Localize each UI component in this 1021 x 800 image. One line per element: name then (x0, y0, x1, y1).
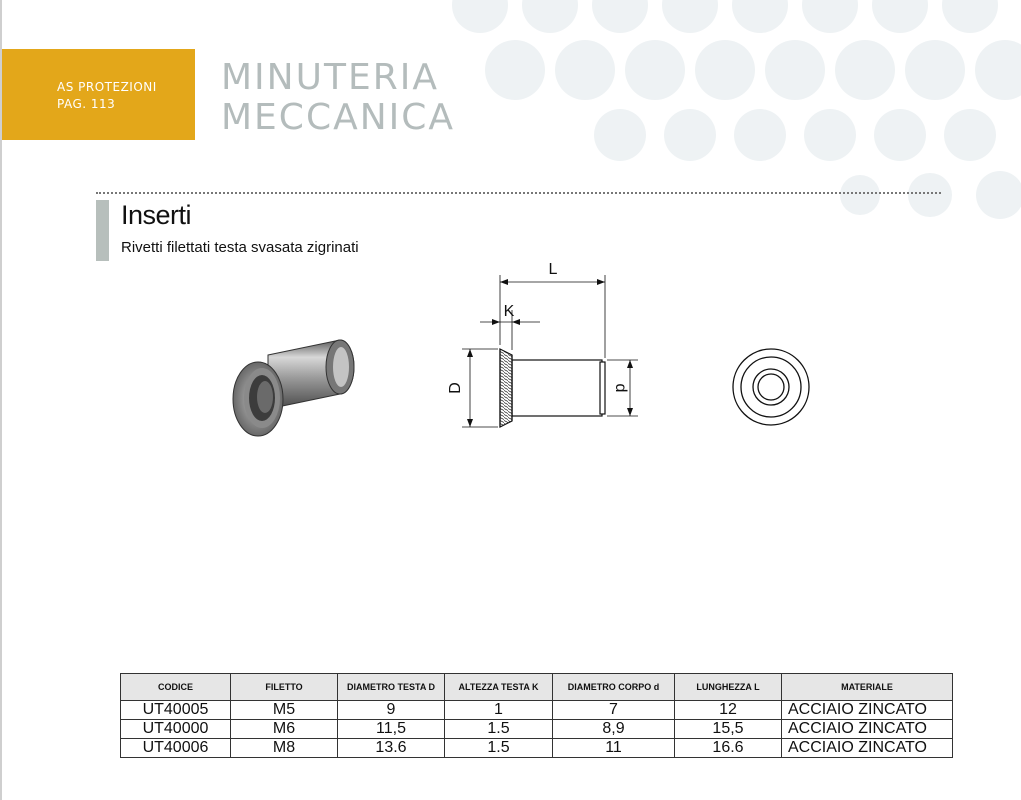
tag-page-ref: PAG. 113 (57, 97, 116, 111)
cell-body-diameter: 8,9 (553, 720, 675, 739)
category-title-line1: MINUTERIA (221, 57, 439, 98)
table-row (121, 701, 953, 720)
cell-length: 15,5 (675, 720, 782, 739)
column-header-body-diameter: DIAMETRO CORPO d (553, 674, 675, 701)
cell-code: UT40005 (121, 701, 231, 720)
cell-body-diameter: 7 (553, 701, 675, 720)
cell-thread: M5 (231, 701, 338, 720)
rivet-nut-end-view (733, 349, 809, 425)
cell-length: 12 (675, 701, 782, 720)
cell-thread: M6 (231, 720, 338, 739)
specification-table (120, 673, 953, 758)
section-subtitle: Rivetti filettati testa svasata zigrinati (121, 239, 359, 256)
cell-head-diameter: 11,5 (338, 720, 445, 739)
table-row (121, 720, 953, 739)
cell-head-diameter: 13.6 (338, 739, 445, 758)
cell-length: 16.6 (675, 739, 782, 758)
dimension-label-D: D (447, 382, 464, 394)
category-title-line2: MECCANICA (221, 97, 456, 138)
table-row (121, 739, 953, 758)
section-title: Inserti (121, 200, 192, 230)
rivet-nut-side-view (462, 275, 638, 427)
dimension-label-L: L (548, 261, 558, 278)
cell-code: UT40006 (121, 739, 231, 758)
cell-body-diameter: 11 (553, 739, 675, 758)
cell-material: ACCIAIO ZINCATO (782, 720, 953, 739)
rivet-nut-3d-image (233, 340, 354, 436)
column-header-head-diameter: DIAMETRO TESTA D (338, 674, 445, 701)
table-header-row (121, 674, 953, 701)
column-header-length: LUNGHEZZA L (675, 674, 782, 701)
column-header-material: MATERIALE (782, 674, 953, 701)
column-header-head-height: ALTEZZA TESTA K (445, 674, 553, 701)
cell-head-height: 1 (445, 701, 553, 720)
cell-material: ACCIAIO ZINCATO (782, 701, 953, 720)
cell-head-height: 1.5 (445, 720, 553, 739)
column-header-thread: FILETTO (231, 674, 338, 701)
column-header-code: CODICE (121, 674, 231, 701)
cell-head-height: 1.5 (445, 739, 553, 758)
dimension-label-d: d (612, 383, 629, 393)
tag-label: AS PROTEZIONI (57, 80, 157, 94)
cell-head-diameter: 9 (338, 701, 445, 720)
cell-thread: M8 (231, 739, 338, 758)
cell-code: UT40000 (121, 720, 231, 739)
dimension-label-K: K (503, 303, 515, 320)
cell-material: ACCIAIO ZINCATO (782, 739, 953, 758)
